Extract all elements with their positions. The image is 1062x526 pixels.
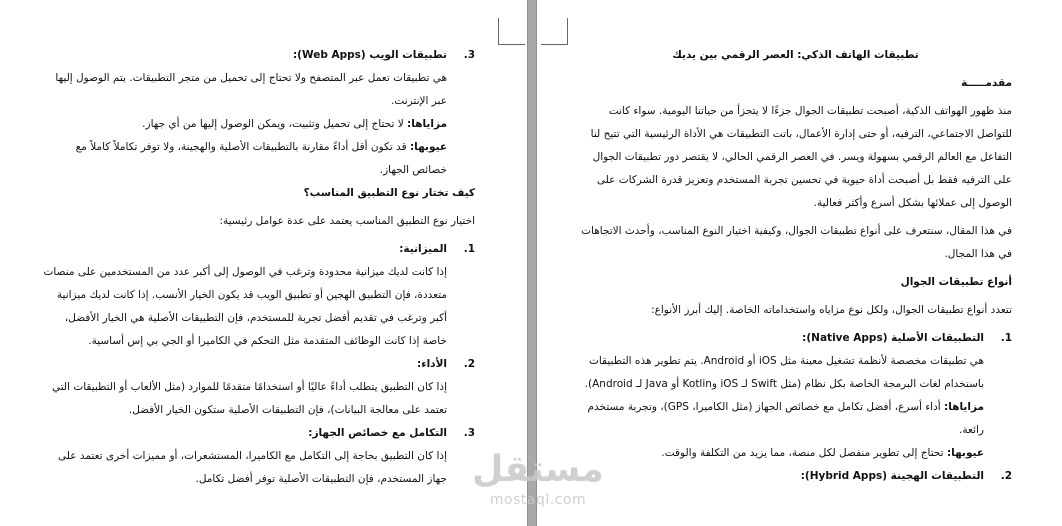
document-title: تطبيقات الهاتف الذكي: العصر الرقمي بين يديك	[672, 49, 919, 61]
advantages-paragraph	[42, 113, 447, 136]
list-item-hybrid-apps	[579, 465, 1012, 488]
watermark-arabic: مستقل	[472, 449, 604, 490]
section-heading: مقدمـــــة	[961, 77, 1012, 89]
list-number: 1.	[1000, 332, 1012, 344]
list-item-device-integration	[42, 422, 475, 491]
paragraph: في هذا المقال، سنتعرف على أنواع تطبيقات الجوال، وكيفية اختيار النوع المناسب، وأحدث الاتجاهات في هذا المجال.	[581, 225, 1012, 260]
document-page-right	[536, 0, 1062, 526]
page-content	[579, 44, 1012, 526]
advantages-paragraph	[579, 396, 984, 442]
list-item-web-apps	[42, 44, 475, 182]
list-number: 1.	[463, 243, 475, 255]
list-number: 3.	[463, 427, 475, 439]
crop-mark-top-left	[541, 18, 568, 45]
disadvantages-label: عيوبها:	[946, 447, 984, 459]
list-item-title: تطبيقات الويب (Web Apps):	[292, 49, 447, 61]
list-item-title: التطبيقات الأصلية (Native Apps):	[802, 332, 984, 344]
list-item-title: التطبيقات الهجينة (Hybrid Apps):	[800, 470, 984, 482]
crop-mark-top-right	[498, 18, 525, 45]
list-number: 3.	[463, 49, 475, 61]
paragraph: منذ ظهور الهواتف الذكية، أصبحت تطبيقات الجوال جزءًا لا يتجزأ من حياتنا اليومية. سواء كانت للتواصل الاجتماعي، الترفيه، أو حتى إدارة الأعمال، باتت التطبيقات هي الأداة الرئيسية التي تتيح لنا التفاعل مع العالم الرقمي بسهولة ويسر. في العصر الرقمي الحالي، لا يقتصر دور تطبيقات الجوال على الترفيه فقط بل أصبحت أداة حيوية في تحسين تجربة المستخدم وتعزيز قدرة الشركات على الوصول إلى عملائها بشكل أسرع وأكثر فعالية.	[590, 105, 1012, 209]
list-item-performance	[42, 353, 475, 422]
disadvantages-paragraph	[42, 136, 447, 182]
list-number: 2.	[463, 358, 475, 370]
watermark-latin: mostaql.com	[489, 492, 587, 508]
section-heading: أنواع تطبيقات الجوال	[900, 276, 1012, 288]
paragraph: اختيار نوع التطبيق المناسب يعتمد على عدة عوامل رئيسية:	[219, 215, 475, 227]
paragraph: إذا كان التطبيق بحاجة إلى التكامل مع الكاميرا، المستشعرات، أو مميزات أخرى تعتمد على جهاز المستخدم، فإن التطبيقات الأصلية توفر أفضل تكامل.	[57, 450, 447, 485]
advantages-text: لا تحتاج إلى تحميل وتثبيت، ويمكن الوصول إليها من أي جهاز.	[142, 118, 404, 130]
paragraph: إذا كانت لديك ميزانية محدودة وترغب في الوصول إلى أكبر عدد من المستخدمين على منصات متعددة، فإن التطبيق الهجين أو تطبيق الويب قد يكون الخيار الأنسب. إذا كانت لديك ميزانية أكبر وترغب في تقديم أفضل تجربة للمستخدم، فإن التطبيقات الأصلية هي الخيار الأفضل، خاصة إذا كانت الوظائف المتقدمة مثل التحكم في الكاميرا أو الجي بي إس أساسية.	[43, 266, 447, 347]
list-item-title: الأداء:	[417, 358, 447, 370]
paragraph: هي تطبيقات مخصصة لأنظمة تشغيل معينة مثل iOS أو Android. يتم تطوير هذه التطبيقات باستخدام لغات البرمجة الخاصة بكل نظام (مثل Swift لـ iOS وKotlin أو Java لـ Android).	[584, 355, 984, 390]
advantages-text: أداء أسرع، أفضل تكامل مع خصائص الجهاز (مثل الكاميرا، GPS)، وتجربة مستخدم رائعة.	[587, 401, 984, 436]
list-item-title: الميزانية:	[399, 243, 447, 255]
advantages-label: مزاياها:	[944, 401, 984, 413]
disadvantages-text: قد تكون أقل أداءً مقارنة بالتطبيقات الأصلية والهجينة، ولا توفر تكاملاً كاملاً مع خصائص الجهاز.	[75, 141, 447, 176]
paragraph: إذا كان التطبيق يتطلب أداءً عاليًا أو استخدامًا متقدمًا للموارد (مثل الألعاب أو التطبيقات التي تعتمد على معالجة البيانات)، فإن التطبيقات الأصلية ستكون الخيار الأفضل.	[51, 381, 447, 416]
paragraph: تتعدد أنواع تطبيقات الجوال، ولكل نوع مزاياه واستخداماته الخاصة. إليك أبرز الأنواع:	[651, 304, 1012, 316]
document-page-left	[0, 0, 528, 526]
disadvantages-paragraph	[579, 442, 984, 465]
page-content	[42, 44, 475, 526]
list-item-native-apps	[579, 327, 1012, 465]
section-heading: كيف تختار نوع التطبيق المناسب؟	[303, 187, 475, 199]
list-item-budget	[42, 238, 475, 353]
disadvantages-label: عيوبها:	[409, 141, 447, 153]
disadvantages-text: تحتاج إلى تطوير منفصل لكل منصة، مما يزيد من التكلفة والوقت.	[661, 447, 944, 459]
list-item-title: التكامل مع خصائص الجهاز:	[308, 427, 447, 439]
list-number: 2.	[1000, 470, 1012, 482]
advantages-label: مزاياها:	[407, 118, 447, 130]
paragraph: هي تطبيقات تعمل عبر المتصفح ولا تحتاج إلى تحميل من متجر التطبيقات. يتم الوصول إليها عبر الإنترنت.	[55, 72, 447, 107]
